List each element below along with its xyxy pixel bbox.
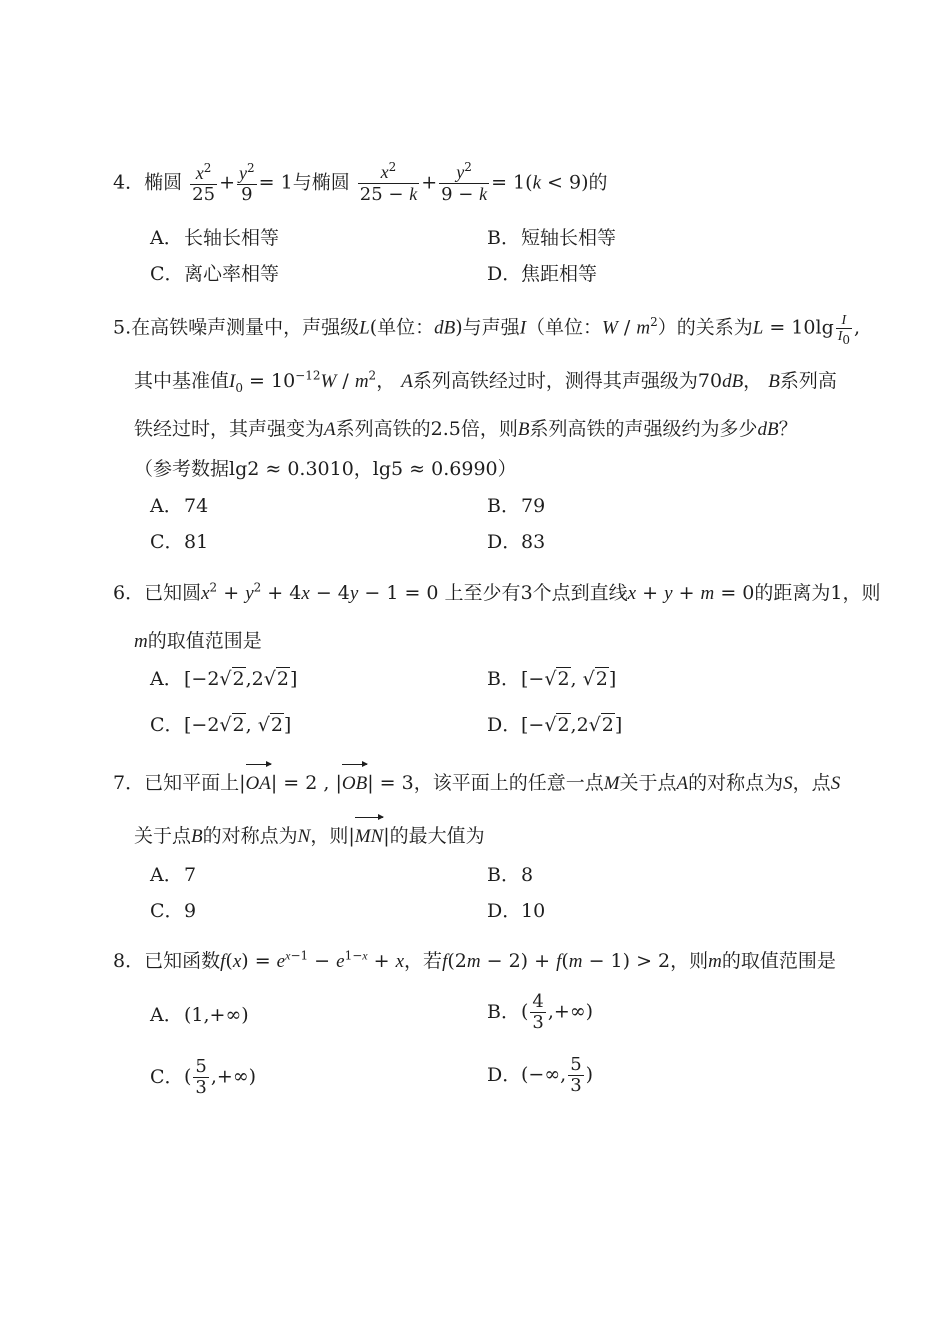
option-d[interactable]: D．10 bbox=[487, 900, 546, 922]
option-a[interactable]: A．长轴长相等 bbox=[150, 227, 280, 249]
question-6-line-2: m的取值范围是 bbox=[134, 630, 262, 652]
question-number: 6． bbox=[113, 582, 145, 604]
option-a[interactable]: A．[−2√2,2√2] bbox=[150, 668, 298, 690]
question-5-line-3: 铁经过时，其声强变为A系列高铁的2.5倍，则B系列高铁的声强级约为多少dB？ bbox=[134, 418, 798, 440]
option-b[interactable]: B．79 bbox=[487, 495, 546, 517]
vector-ob: OB bbox=[342, 770, 367, 797]
question-number: 4． bbox=[113, 171, 145, 194]
fraction: $\frac{x^2}{25 - k}$ bbox=[359, 160, 418, 205]
fraction: $\frac{4}{3}$ bbox=[532, 991, 544, 1033]
fraction: $\frac{5}{3}$ bbox=[570, 1054, 582, 1096]
question-7-line-2: 关于点B的对称点为N，则|MN |的最大值为 bbox=[134, 823, 485, 850]
option-b[interactable]: B．短轴长相等 bbox=[487, 227, 617, 249]
vector-oa: OA bbox=[246, 770, 271, 797]
fraction: $\frac{5}{3}$ bbox=[195, 1056, 207, 1098]
question-number: 7． bbox=[113, 772, 145, 794]
question-8-line-1: 8．已知函数$f(x) = e^{x-1} - e^{1-x} + x$，若f(2m − 2) + f(m − 1) > 2，则m的取值范围是 bbox=[113, 948, 836, 972]
option-c[interactable]: C．[−2√2, √2] bbox=[150, 714, 292, 736]
question-5-hint: （参考数据lg2 ≈ 0.3010，lg5 ≈ 0.6990） bbox=[134, 458, 517, 480]
option-d[interactable]: D．(−∞, $\frac{5}{3}$ ) bbox=[487, 1054, 594, 1096]
fraction: $\frac{y^2}{9 - k}$ bbox=[441, 160, 488, 205]
question-5-line-2: 其中基准值$I_0 = 10^{-12}W / m^2$， A系列高铁经过时，测得其声强级为70dB， B系列高 bbox=[134, 368, 837, 395]
fraction: $\frac{x^2}{25}$ bbox=[192, 160, 216, 205]
option-c[interactable]: C．( $\frac{5}{3}$ ,+∞) bbox=[150, 1056, 257, 1098]
option-a[interactable]: A．74 bbox=[150, 495, 209, 517]
option-b[interactable]: B．[−√2, √2] bbox=[487, 668, 617, 690]
option-a[interactable]: A．(1,+∞) bbox=[150, 1004, 249, 1026]
option-d[interactable]: D．[−√2,2√2] bbox=[487, 714, 623, 736]
question-6-line-1: 6．已知圆$x^2 + y^2 + 4x - 4y - 1 = 0$ 上至少有3个点到直线x + y + m = 0的距离为1，则 bbox=[113, 580, 881, 604]
option-b[interactable]: B．8 bbox=[487, 864, 534, 886]
option-c[interactable]: C．81 bbox=[150, 531, 209, 553]
option-b[interactable]: B．( $\frac{4}{3}$ ,+∞) bbox=[487, 991, 594, 1033]
question-4-stem: 4．椭圆 $\frac{x^2}{25}$ + $\frac{y^2}{9}$ = 1与椭圆 $\frac{x^2}{25 - k}$ + $\frac{y^2}{9 - k}$ = 1(k < 9)的 bbox=[113, 160, 608, 205]
option-c[interactable]: C．9 bbox=[150, 900, 197, 922]
question-7-line-1: 7．已知平面上|OA | = 2 , |OB | = 3，该平面上的任意一点M关于点A的对称点为S，点S bbox=[113, 770, 840, 797]
option-d[interactable]: D．焦距相等 bbox=[487, 263, 598, 285]
fraction: $\frac{I}{I_0}$ bbox=[837, 313, 851, 347]
vector-mn: MN bbox=[355, 823, 384, 850]
option-d[interactable]: D．83 bbox=[487, 531, 546, 553]
option-a[interactable]: A．7 bbox=[150, 864, 197, 886]
question-5-line-1: 5.在高铁噪声测量中，声强级L(单位：dB)与声强I（单位：W / $m^2$）的关系为L = 10lg $\frac{I}{I_0}$ , bbox=[113, 313, 861, 347]
option-c[interactable]: C．离心率相等 bbox=[150, 263, 280, 285]
question-number: 5. bbox=[113, 316, 132, 339]
fraction: $\frac{y^2}{9}$ bbox=[238, 160, 255, 205]
question-number: 8． bbox=[113, 950, 145, 972]
